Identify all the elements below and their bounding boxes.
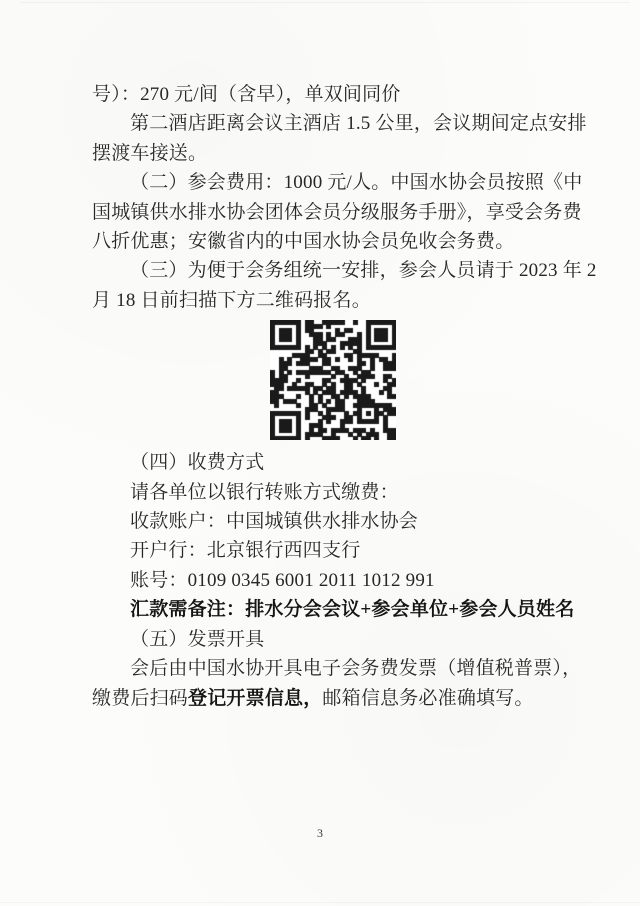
document-line bbox=[92, 227, 554, 256]
body-text: 邮箱信息务必准确填写。 bbox=[322, 687, 534, 709]
qr-code-image bbox=[270, 320, 396, 440]
body-text: 八折优惠；安徽省内的中国水协会员免收会务费。 bbox=[92, 231, 515, 253]
document-line bbox=[92, 684, 554, 713]
document-body bbox=[92, 80, 597, 713]
body-text: （二）参会费用：1000 元/人。中国水协会员按照《中 bbox=[130, 172, 583, 194]
body-text: 号）：270 元/间（含早），单双间同价 bbox=[92, 84, 401, 105]
body-text: 月 18 日前扫描下方二维码报名。 bbox=[92, 289, 371, 311]
emphasized-text: 汇款需备注：排水分会会议+参会单位+参会人员姓名 bbox=[130, 599, 575, 621]
emphasized-text: 登记开票信息， bbox=[188, 687, 323, 709]
document-line bbox=[92, 256, 597, 285]
document-line bbox=[92, 536, 554, 565]
document-line bbox=[92, 507, 554, 536]
document-line bbox=[92, 198, 582, 227]
document-line bbox=[92, 168, 583, 197]
document-line bbox=[92, 478, 554, 507]
document-line bbox=[92, 80, 554, 109]
text-block-bottom bbox=[92, 448, 582, 713]
document-line bbox=[92, 109, 587, 138]
document-line bbox=[92, 286, 554, 315]
body-text: 国城镇供水排水协会团体会员分级服务手册》，享受会务费 bbox=[92, 201, 582, 223]
document-line bbox=[92, 625, 554, 654]
text-block-top bbox=[92, 80, 597, 315]
body-text: （三）为便于会务组统一安排，参会人员请于 2023 年 2 bbox=[130, 260, 597, 282]
registration-qr-code bbox=[270, 320, 396, 440]
body-text: 收款账户：中国城镇供水排水协会 bbox=[130, 511, 419, 533]
body-text: 开户行：北京银行西四支行 bbox=[130, 540, 361, 562]
document-line bbox=[92, 654, 582, 683]
document-line bbox=[92, 566, 554, 595]
scan-artifact-top-edge bbox=[20, 2, 630, 3]
body-text: 账号：0109 0345 6001 2011 1012 991 bbox=[130, 569, 435, 591]
body-text: 摆渡车接送。 bbox=[92, 142, 208, 164]
body-text: 第二酒店距离会议主酒店 1.5 公里，会议期间定点安排 bbox=[130, 113, 587, 135]
body-text: 请各单位以银行转账方式缴费： bbox=[130, 481, 399, 503]
document-line bbox=[92, 448, 554, 477]
body-text: （五）发票开具 bbox=[130, 628, 265, 650]
document-line bbox=[92, 595, 575, 624]
body-text: （四）收费方式 bbox=[130, 452, 265, 474]
body-text: 会后由中国水协开具电子会务费发票（增值税普票）， bbox=[130, 658, 582, 680]
document-line bbox=[92, 139, 554, 168]
scan-artifact-bottom-edge bbox=[0, 902, 640, 903]
page-number: 3 bbox=[317, 826, 323, 840]
body-text: 缴费后扫码 bbox=[92, 687, 189, 709]
